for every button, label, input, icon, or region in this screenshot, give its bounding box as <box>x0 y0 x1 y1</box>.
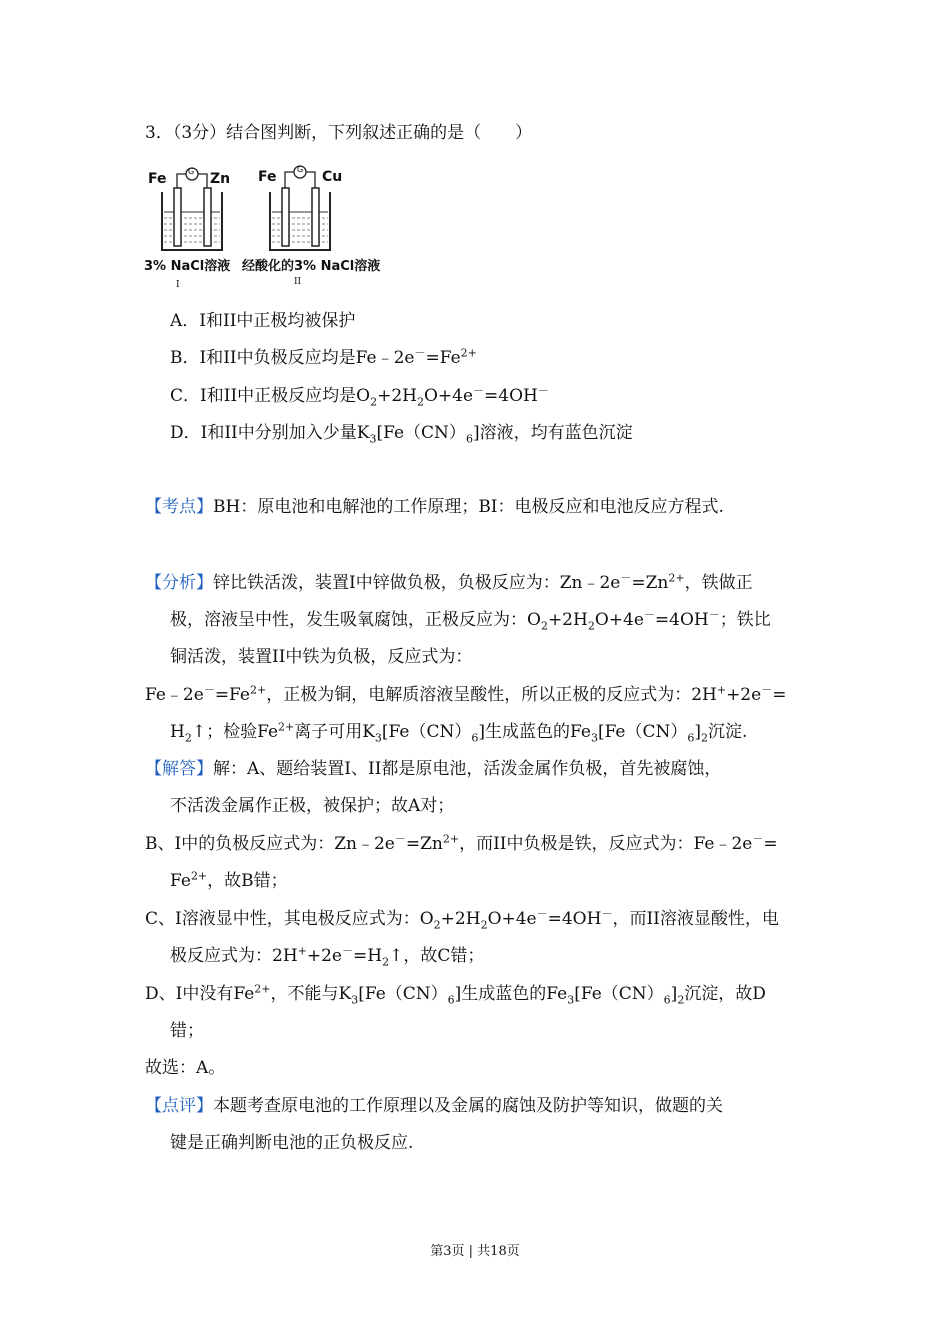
cell2-solution-label: 经酸化的3% NaCl溶液 <box>242 259 381 274</box>
option-a: A．I和II中正极均被保护 <box>170 311 356 331</box>
cell1-left-label: Fe <box>148 171 167 187</box>
jieda-conclusion: 故选：A。 <box>145 1058 226 1078</box>
jieda-line-2: 不活泼金属作正极，被保护；故A对； <box>170 796 455 816</box>
fenxi-line-4: $Fe﹣2e^-=Fe^{2+}$，正极为铜，电解质溶液呈酸性，所以正极的反应式为：2H++2e－= <box>145 683 787 705</box>
kaodian-tag: 【考点】 <box>145 497 213 517</box>
page-footer: 第3页 | 共18页 <box>430 1244 520 1259</box>
jieda-b-line-1: B、I中的负极反应式为：$Zn﹣2e^-=Zn^{2+}$，而II中负极是铁，反应式为：Fe﹣2e－= <box>145 832 778 854</box>
cu-electrode <box>312 188 319 246</box>
cell1-right-label: Zn <box>210 171 231 187</box>
cell2-right-label: Cu <box>322 169 343 185</box>
cell2-left-label: Fe <box>258 169 277 185</box>
fenxi-line-1: 【分析】锌比铁活泼，装置I中锌做负极，负极反应为：$Zn﹣2e^-=Zn^{2+}$，铁做正 <box>145 571 753 593</box>
dianping-line-2: 键是正确判断电池的正负极反应. <box>170 1133 414 1153</box>
jieda-c-line-2: 极反应式为：$2H^++2e^-=H_2↑$，故C错； <box>170 944 485 969</box>
jieda-tag: 【解答】 <box>145 759 213 779</box>
option-d: D．I和II中分别加入少量$K_3[Fe(CN)_6]$溶液，均有蓝色沉淀 <box>170 423 633 446</box>
cell1-solution-label: 3% NaCl溶液 <box>144 259 231 274</box>
question-stem: 3．（3分）结合图判断，下列叙述正确的是（ ） <box>145 123 533 143</box>
fe-electrode-2 <box>282 188 289 246</box>
fenxi-line-5: $H_2↑$；检验$Fe^{2+}$离子可用$K_3[Fe(CN)_6]$生成蓝色的$Fe_3[Fe(CN)_6]_2$沉淀. <box>170 720 748 745</box>
jieda-d-line-1: D、I中没有$Fe^{2+}$，不能与$K_3[Fe(CN)_6]$生成蓝色的$Fe_3[Fe(CN)_6]_2$沉淀，故D <box>145 982 766 1007</box>
zn-electrode <box>204 188 211 246</box>
option-c: C．I和II中正极反应均是$O_2+2H_2O+4e^-=4OH^-$ <box>170 384 549 409</box>
jieda-line-1: 【解答】解：A、题给装置I、II都是原电池，活泼金属作负极，首先被腐蚀， <box>145 759 722 779</box>
cell1-roman: I <box>176 280 180 290</box>
fe-electrode-1 <box>174 188 181 246</box>
cell2-g-label: G <box>297 165 304 174</box>
cell-2 <box>270 166 330 250</box>
cell2-roman: II <box>294 277 302 287</box>
option-b: B．I和II中负极反应均是$Fe﹣2e^-=Fe^{2+}$ <box>170 346 477 368</box>
fenxi-line-3: 铜活泼，装置II中铁为负极，反应式为： <box>170 647 473 667</box>
jieda-b-line-2: $Fe^{2+}$，故B错； <box>170 869 288 891</box>
fenxi-line-2: 极，溶液呈中性，发生吸氧腐蚀，正极反应为：$O_2+2H_2O+4e^-=4OH^-$；铁比 <box>170 608 771 633</box>
jieda-c-line-1: C、I溶液显中性，其电极反应式为：$O_2+2H_2O+4e^-=4OH^-$，而II溶液显酸性，电 <box>145 907 779 932</box>
jieda-d-line-2: 错； <box>170 1021 204 1041</box>
cell1-g-label: G <box>188 167 195 176</box>
kaodian-section: 【考点】BH：原电池和电解池的工作原理；BI：电极反应和电池反应方程式. <box>145 497 724 517</box>
dianping-tag: 【点评】 <box>145 1096 213 1116</box>
fenxi-tag: 【分析】 <box>145 573 213 593</box>
dianping-line-1: 【点评】本题考查原电池的工作原理以及金属的腐蚀及防护等知识，做题的关 <box>145 1096 723 1116</box>
